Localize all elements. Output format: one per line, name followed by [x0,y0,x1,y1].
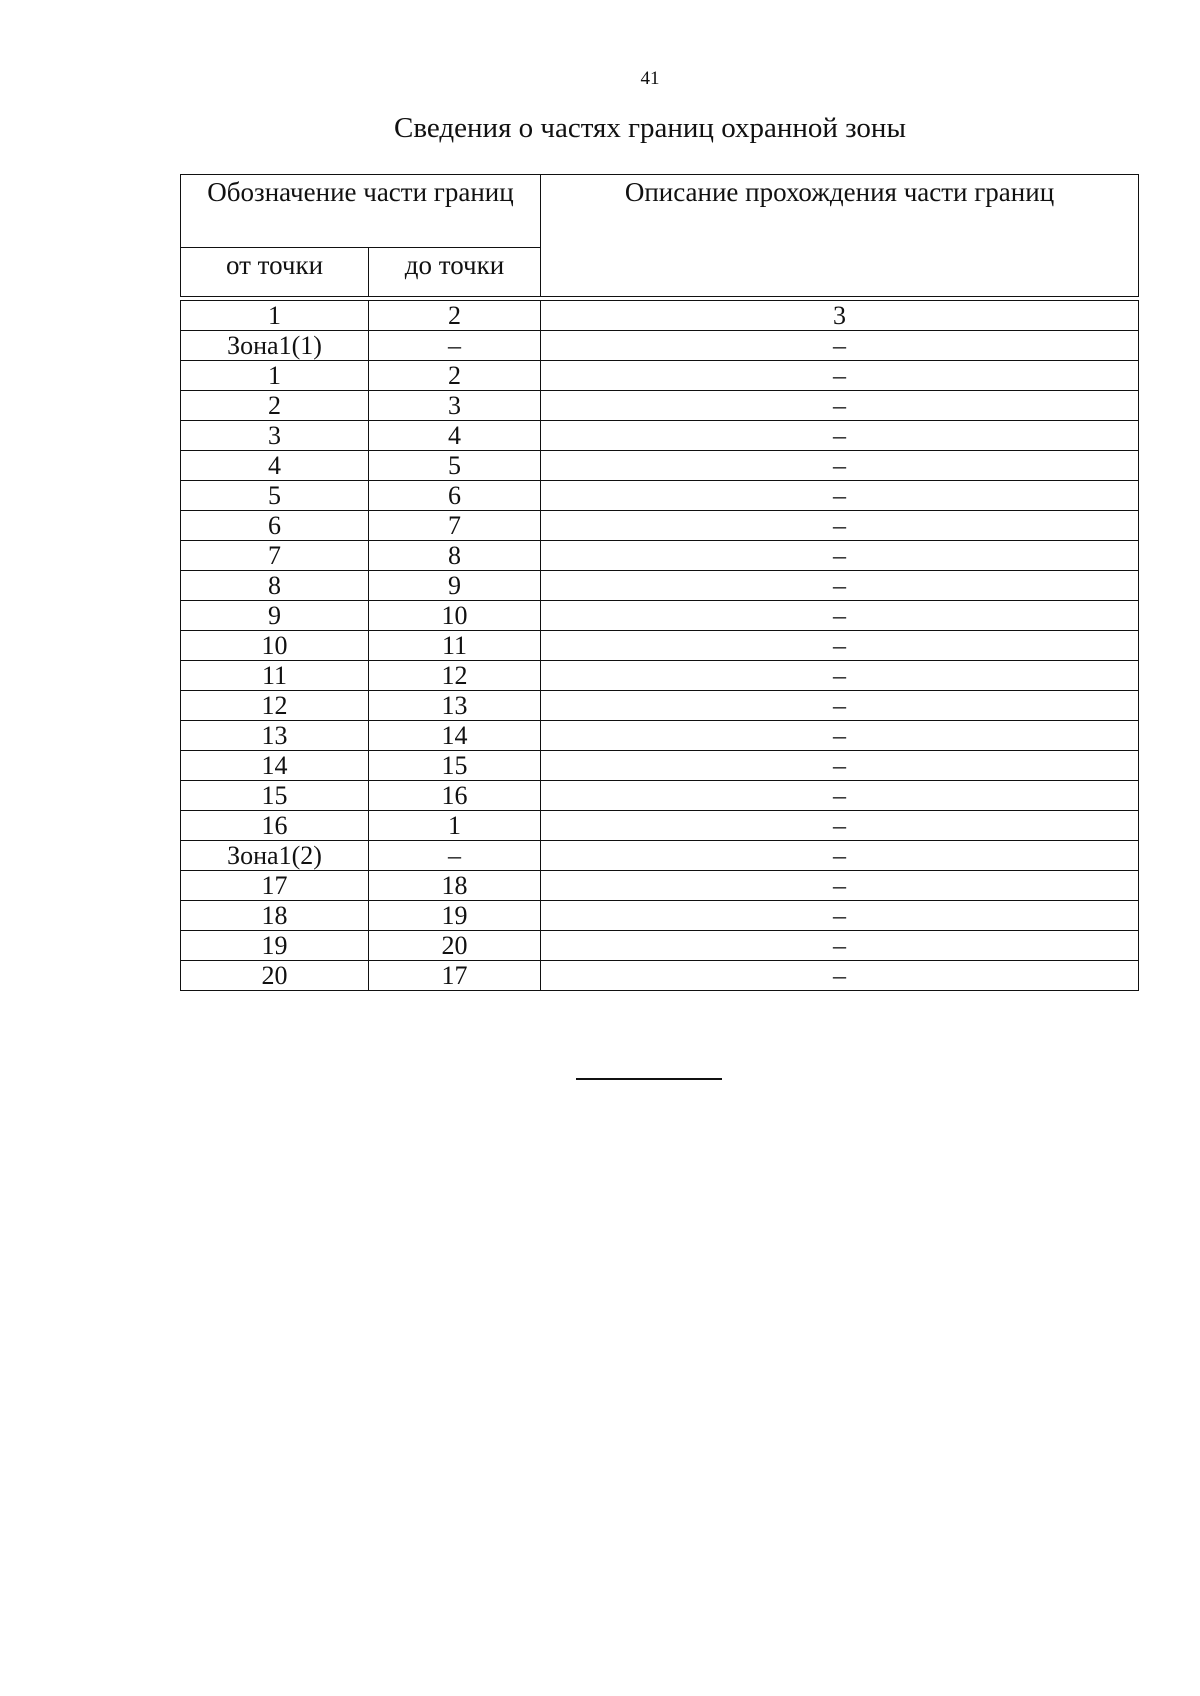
description-cell: – [541,811,1139,841]
description-cell: – [541,571,1139,601]
from-point-cell: Зона1(2) [181,841,369,871]
table-row [181,421,1139,451]
description-cell: – [541,631,1139,661]
table-row [181,571,1139,601]
to-point-cell: 18 [369,871,541,901]
from-point-cell: 9 [181,601,369,631]
to-point-cell: 10 [369,601,541,631]
description-cell: – [541,331,1139,361]
description-cell: – [541,901,1139,931]
from-point-cell: 19 [181,931,369,961]
from-point-cell: 12 [181,691,369,721]
from-point-cell: 5 [181,481,369,511]
to-point-cell: 4 [369,421,541,451]
table-row [181,781,1139,811]
to-point-cell: 11 [369,631,541,661]
table-row [181,961,1139,991]
page-number: 41 [640,68,660,89]
table-row [181,511,1139,541]
to-point-cell: 7 [369,511,541,541]
description-cell: – [541,931,1139,961]
description-cell: – [541,721,1139,751]
table-row [181,901,1139,931]
description-cell: – [541,451,1139,481]
page-title: Сведения о частях границ охранной зоны [394,112,906,144]
description-cell: – [541,751,1139,781]
table-row [181,841,1139,871]
description-cell: – [541,481,1139,511]
table-header [180,174,1139,297]
table-row [181,811,1139,841]
description-cell: – [541,691,1139,721]
header-boundary-description: Описание прохождения части границ [541,175,1139,297]
to-point-cell: 8 [369,541,541,571]
table-row [181,391,1139,421]
to-point-cell: 9 [369,571,541,601]
table-row [181,871,1139,901]
end-rule [576,1078,722,1080]
to-point-cell: 3 [369,391,541,421]
to-point-cell: 14 [369,721,541,751]
from-point-cell: 18 [181,901,369,931]
to-point-cell: 20 [369,931,541,961]
description-cell: – [541,781,1139,811]
header-to-point: до точки [369,248,541,297]
to-point-cell: 12 [369,661,541,691]
from-point-cell: 17 [181,871,369,901]
description-cell: – [541,871,1139,901]
from-point-cell: 20 [181,961,369,991]
table-row [181,661,1139,691]
column-number-row [181,301,1139,331]
header-boundary-designation: Обозначение части границ [181,175,541,248]
table-body [180,300,1139,991]
from-point-cell: 16 [181,811,369,841]
table-row [181,361,1139,391]
from-point-cell: 13 [181,721,369,751]
to-point-cell: 2 [369,361,541,391]
from-point-cell: 11 [181,661,369,691]
table-row [181,751,1139,781]
to-point-cell: 15 [369,751,541,781]
table-row [181,541,1139,571]
table-row [181,631,1139,661]
table-row [181,451,1139,481]
from-point-cell: 4 [181,451,369,481]
to-point-cell: – [369,331,541,361]
to-point-cell: 19 [369,901,541,931]
table-row [181,721,1139,751]
to-point-cell: 16 [369,781,541,811]
from-point-cell: 15 [181,781,369,811]
boundary-parts-table [180,174,1138,991]
description-cell: – [541,421,1139,451]
to-point-cell: 17 [369,961,541,991]
to-point-cell: 5 [369,451,541,481]
to-point-cell: 6 [369,481,541,511]
column-number-cell: 3 [541,301,1139,331]
from-point-cell: 8 [181,571,369,601]
from-point-cell: 3 [181,421,369,451]
description-cell: – [541,601,1139,631]
from-point-cell: 7 [181,541,369,571]
from-point-cell: 1 [181,361,369,391]
to-point-cell: – [369,841,541,871]
description-cell: – [541,841,1139,871]
from-point-cell: 6 [181,511,369,541]
from-point-cell: 10 [181,631,369,661]
from-point-cell: 2 [181,391,369,421]
description-cell: – [541,361,1139,391]
header-from-point: от точки [181,248,369,297]
table-row [181,481,1139,511]
from-point-cell: Зона1(1) [181,331,369,361]
description-cell: – [541,661,1139,691]
from-point-cell: 14 [181,751,369,781]
to-point-cell: 13 [369,691,541,721]
description-cell: – [541,961,1139,991]
table-row [181,931,1139,961]
description-cell: – [541,391,1139,421]
to-point-cell: 1 [369,811,541,841]
table-row [181,691,1139,721]
column-number-cell: 1 [181,301,369,331]
column-number-cell: 2 [369,301,541,331]
description-cell: – [541,541,1139,571]
description-cell: – [541,511,1139,541]
table-row [181,331,1139,361]
table-row [181,601,1139,631]
